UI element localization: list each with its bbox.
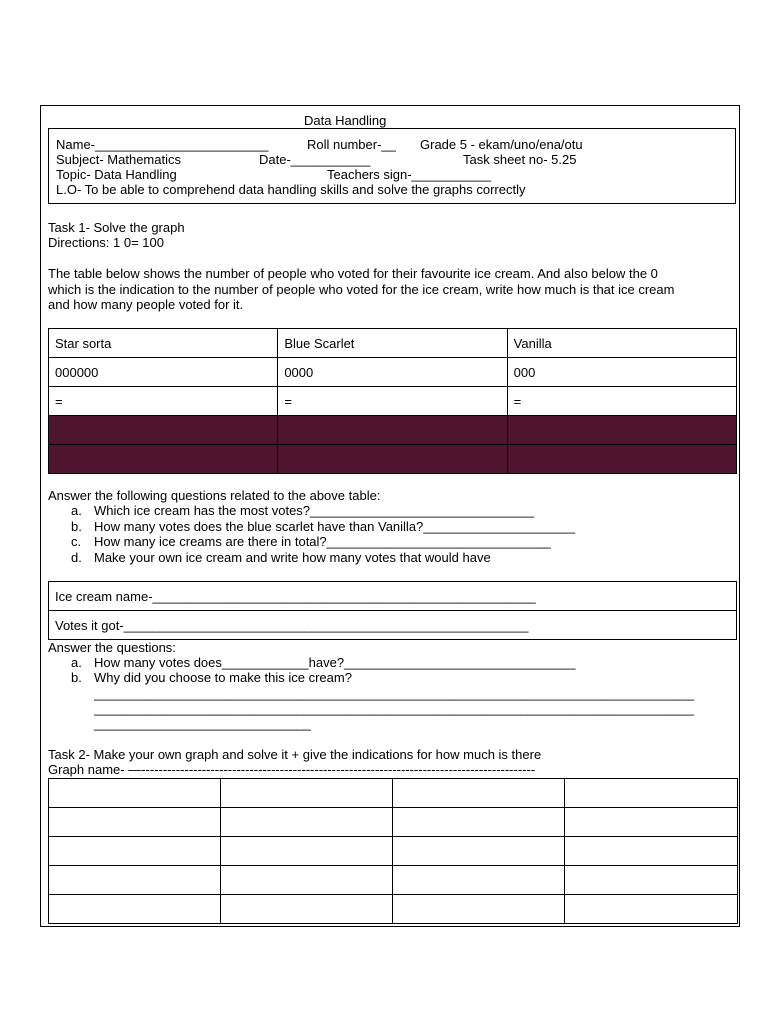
grid-cell: [49, 895, 221, 924]
question-letter: b.: [71, 670, 82, 685]
grid-cell: [221, 837, 393, 866]
question-letter: b.: [71, 519, 82, 534]
task1-paragraph-line: The table below shows the number of people who voted for their favourite ice cream. And also below the 0: [48, 266, 658, 281]
grid-cell: [565, 866, 738, 895]
question-text: Which ice cream has the most votes?_______________________________: [94, 503, 535, 518]
question-text: How many votes does____________have?________________________________: [94, 655, 576, 670]
table-row: [49, 387, 737, 416]
graph-grid: [48, 778, 738, 924]
grid-row: [49, 808, 738, 837]
question-text: How many ice creams are there in total?_______________________________: [94, 534, 551, 549]
grid-cell: [49, 837, 221, 866]
question-text: Make your own ice cream and write how many votes that would have: [94, 550, 491, 565]
table-row: [49, 582, 737, 611]
table-row-shaded: [49, 445, 737, 474]
subject-label: Subject- Mathematics: [56, 152, 181, 167]
grid-row: [49, 895, 738, 924]
votes-field: Votes it got-________________________________________________________: [49, 611, 737, 640]
graph-name-field: Graph name- —-------------------------------------------------------------------------------------------: [48, 762, 536, 777]
worksheet-page: [40, 105, 740, 927]
grid-cell: [49, 779, 221, 808]
grid-cell: [221, 808, 393, 837]
topic-label: Topic- Data Handling: [56, 167, 177, 182]
grid-row: [49, 866, 738, 895]
name-field: Name-________________________: [56, 137, 269, 152]
grid-cell: [221, 779, 393, 808]
answer-line: ___________________________________________________________________________________: [94, 701, 695, 716]
table-cell: =: [49, 387, 278, 416]
shaded-cell: [507, 416, 736, 445]
grid-cell: [565, 779, 738, 808]
task1-paragraph-line: which is the indication to the number of people who voted for the ice cream, write how much is that ice cream: [48, 282, 675, 297]
grid-cell: [393, 779, 565, 808]
grid-row: [49, 837, 738, 866]
grade-label: Grade 5 - ekam/uno/ena/otu: [420, 137, 583, 152]
vote-table: [48, 328, 737, 474]
table-cell: 000: [507, 358, 736, 387]
grid-cell: [565, 895, 738, 924]
questions-intro: Answer the following questions related to the above table:: [48, 488, 381, 503]
table-row: [49, 611, 737, 640]
table-cell: Vanilla: [507, 329, 736, 358]
question-letter: d.: [71, 550, 82, 565]
question-text: Why did you choose to make this ice cream?: [94, 670, 352, 685]
table-cell: 000000: [49, 358, 278, 387]
question-letter: a.: [71, 655, 82, 670]
student-info-box: [48, 128, 736, 204]
page-title: Data Handling: [304, 113, 387, 128]
table-cell: =: [278, 387, 507, 416]
grid-row: [49, 779, 738, 808]
shaded-cell: [49, 416, 278, 445]
task1-directions: Directions: 1 0= 100: [48, 235, 164, 250]
grid-cell: [393, 895, 565, 924]
grid-cell: [221, 866, 393, 895]
table-cell: 0000: [278, 358, 507, 387]
task1-paragraph-line: and how many people voted for it.: [48, 297, 244, 312]
shaded-cell: [49, 445, 278, 474]
table-cell: Star sorta: [49, 329, 278, 358]
question-text: How many votes does the blue scarlet have than Vanilla?_____________________: [94, 519, 576, 534]
grid-cell: [565, 837, 738, 866]
grid-cell: [49, 866, 221, 895]
shaded-cell: [278, 445, 507, 474]
grid-cell: [221, 895, 393, 924]
question-letter: c.: [71, 534, 82, 549]
task-sheet-label: Task sheet no- 5.25: [463, 152, 577, 167]
grid-cell: [393, 808, 565, 837]
answer-line: ______________________________: [94, 716, 311, 731]
roll-number-field: Roll number-__: [307, 137, 396, 152]
task2-heading: Task 2- Make your own graph and solve it + give the indications for how much is there: [48, 747, 542, 762]
grid-cell: [393, 866, 565, 895]
icecream-name-field: Ice cream name-_____________________________________________________: [49, 582, 737, 611]
answer-line: ___________________________________________________________________________________: [94, 686, 695, 701]
learning-objective: L.O- To be able to comprehend data handling skills and solve the graphs correctly: [56, 182, 526, 197]
grid-cell: [393, 837, 565, 866]
shaded-cell: [278, 416, 507, 445]
table-cell: Blue Scarlet: [278, 329, 507, 358]
questions2-intro: Answer the questions:: [48, 640, 176, 655]
own-icecream-table: [48, 581, 737, 640]
shaded-cell: [507, 445, 736, 474]
date-field: Date-___________: [259, 152, 371, 167]
task1-heading: Task 1- Solve the graph: [48, 220, 185, 235]
question-letter: a.: [71, 503, 82, 518]
table-row-shaded: [49, 416, 737, 445]
teacher-sign-field: Teachers sign-___________: [327, 167, 492, 182]
grid-cell: [49, 808, 221, 837]
grid-cell: [565, 808, 738, 837]
table-row: [49, 358, 737, 387]
table-cell: =: [507, 387, 736, 416]
table-row: [49, 329, 737, 358]
